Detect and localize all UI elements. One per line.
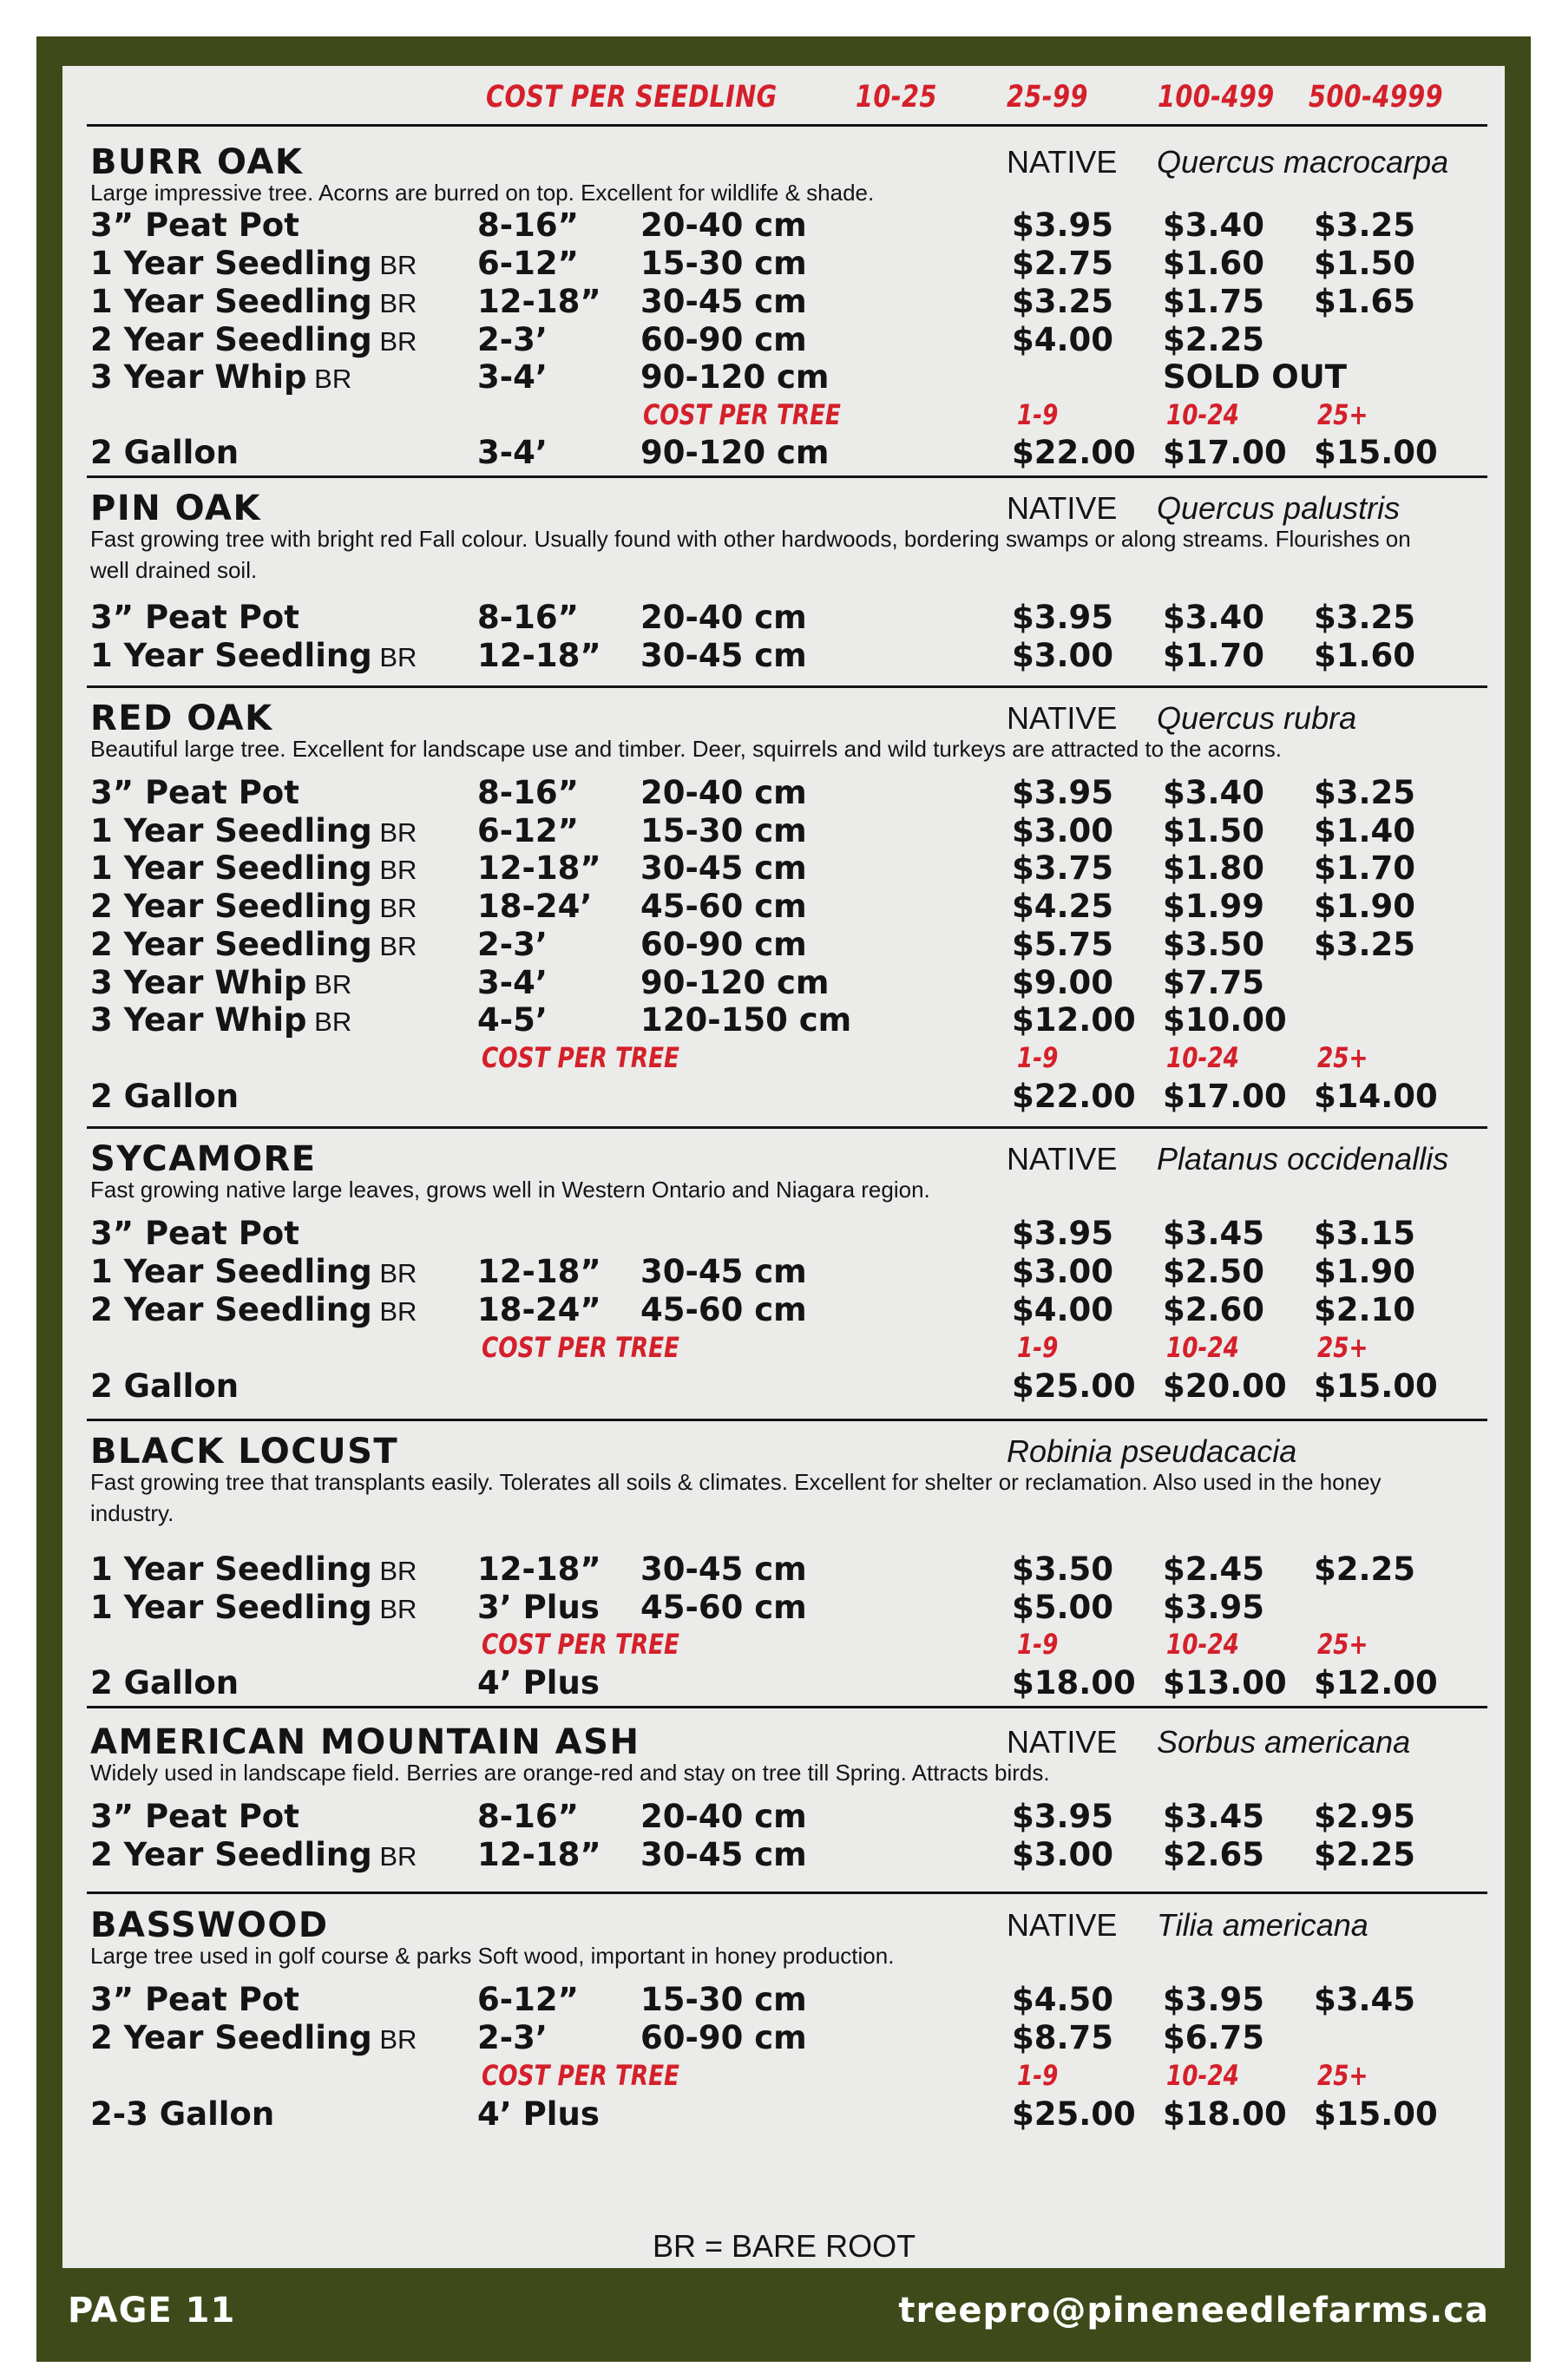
- price: $2.25: [1163, 321, 1265, 358]
- price: $1.75: [1163, 283, 1265, 320]
- native-label: NATIVE: [1007, 1907, 1118, 1943]
- page-number: PAGE 11: [68, 2291, 236, 2331]
- product-name: 2 Gallon: [90, 1367, 240, 1405]
- latin-name: Platanus occidenallis: [1157, 1141, 1449, 1177]
- price: $7.75: [1163, 964, 1265, 1001]
- product-name: 3” Peat Pot: [90, 774, 299, 811]
- size-inches: 12-18”: [477, 1836, 601, 1873]
- size-inches: 4-5’: [477, 1001, 548, 1039]
- quantity-tier-label: 10-24: [1166, 1331, 1239, 1364]
- size-inches: 18-24’: [477, 888, 593, 925]
- price: $1.60: [1163, 245, 1265, 282]
- size-centimeters: 45-60 cm: [640, 1589, 807, 1626]
- cost-per-seedling-header: COST PER SEEDLING: [486, 80, 778, 115]
- quantity-tier-label: 1-9: [1017, 1331, 1059, 1364]
- cost-per-tree-label: COST PER TREE: [482, 1628, 679, 1661]
- bare-root-marker: BR: [371, 1841, 417, 1872]
- size-centimeters: 60-90 cm: [640, 926, 807, 963]
- product-name: 2 Year Seedling BR: [90, 1836, 417, 1873]
- price: $3.15: [1314, 1215, 1416, 1252]
- size-inches: 3-4’: [477, 964, 548, 1001]
- footer-email-link[interactable]: treepro@pineneedlefarms.ca: [898, 2291, 1489, 2331]
- size-inches: 12-18”: [477, 637, 601, 674]
- species-title: BASSWOOD: [90, 1905, 329, 1945]
- product-name: 3 Year Whip BR: [90, 358, 352, 396]
- size-inches: 3-4’: [477, 434, 548, 471]
- quantity-tier-label: 1-9: [1017, 398, 1059, 431]
- price: $18.00: [1012, 1664, 1136, 1701]
- price: $3.25: [1314, 774, 1416, 811]
- price: $22.00: [1012, 1078, 1136, 1115]
- native-label: NATIVE: [1007, 700, 1118, 736]
- price: $1.90: [1314, 888, 1416, 925]
- price: $3.00: [1012, 1836, 1114, 1873]
- price: $10.00: [1163, 1001, 1287, 1039]
- price: $1.50: [1314, 245, 1416, 282]
- cost-per-tree-label: COST PER TREE: [482, 2059, 679, 2092]
- quantity-tier-label: 1-9: [1017, 1041, 1059, 1074]
- species-title: PIN OAK: [90, 488, 261, 528]
- product-name: 3” Peat Pot: [90, 599, 299, 636]
- species-title: RED OAK: [90, 698, 273, 738]
- price: $6.75: [1163, 2019, 1265, 2056]
- product-name: 2 Year Seedling BR: [90, 321, 417, 358]
- section-divider: [87, 1419, 1487, 1421]
- species-title: AMERICAN MOUNTAIN ASH: [90, 1722, 640, 1762]
- price: $3.25: [1012, 283, 1114, 320]
- size-centimeters: 90-120 cm: [640, 434, 830, 471]
- price: $3.40: [1163, 774, 1265, 811]
- product-name: 2-3 Gallon: [90, 2095, 275, 2133]
- size-inches: 6-12”: [477, 812, 579, 849]
- bare-root-marker: BR: [371, 1556, 417, 1586]
- price: $3.50: [1012, 1551, 1114, 1588]
- section-divider: [87, 475, 1487, 478]
- size-centimeters: 90-120 cm: [640, 964, 830, 1001]
- quantity-tier-label: 25+: [1317, 1628, 1368, 1661]
- price: $14.00: [1314, 1078, 1438, 1115]
- bare-root-marker: BR: [371, 250, 417, 280]
- size-centimeters: 45-60 cm: [640, 888, 807, 925]
- quantity-tier-label: 25+: [1317, 398, 1368, 431]
- quantity-tier-label: 25+: [1317, 1041, 1368, 1074]
- latin-name: Quercus rubra: [1157, 700, 1357, 736]
- price: $25.00: [1012, 1367, 1136, 1405]
- species-title: BURR OAK: [90, 142, 304, 182]
- price: $15.00: [1314, 2095, 1438, 2133]
- product-name: 2 Year Seedling BR: [90, 888, 417, 925]
- size-centimeters: 30-45 cm: [640, 283, 807, 320]
- cost-per-tree-label: COST PER TREE: [482, 1041, 679, 1074]
- species-description: Fast growing tree with bright red Fall colour. Usually found with other hardwoods, bordering swamps or along streams. Flourishes on well drained soil.: [90, 526, 1411, 583]
- size-inches: 6-12”: [477, 1981, 579, 2018]
- product-name: 3” Peat Pot: [90, 1981, 299, 2018]
- price: $17.00: [1163, 434, 1287, 471]
- price: $1.40: [1314, 812, 1416, 849]
- price: $3.00: [1012, 637, 1114, 674]
- size-centimeters: 30-45 cm: [640, 1551, 807, 1588]
- status-sold-out: SOLD OUT: [1163, 358, 1348, 396]
- price: $3.95: [1012, 774, 1114, 811]
- price: $17.00: [1163, 1078, 1287, 1115]
- size-centimeters: 20-40 cm: [640, 599, 807, 636]
- price: $3.40: [1163, 207, 1265, 244]
- price: $1.70: [1163, 637, 1265, 674]
- native-label: NATIVE: [1007, 144, 1118, 180]
- species-description: Widely used in landscape field. Berries are orange-red and stay on tree till Spring. Attracts birds.: [90, 1760, 1050, 1786]
- size-inches: 3-4’: [477, 358, 548, 396]
- price: $1.80: [1163, 849, 1265, 887]
- native-label: NATIVE: [1007, 490, 1118, 526]
- product-name: 1 Year Seedling BR: [90, 1551, 417, 1588]
- size-centimeters: 20-40 cm: [640, 1798, 807, 1835]
- cost-per-tree-label: COST PER TREE: [482, 1331, 679, 1364]
- tier-header-2: 25-99: [1007, 80, 1088, 115]
- bare-root-marker: BR: [306, 1006, 352, 1037]
- size-centimeters: 15-30 cm: [640, 812, 807, 849]
- product-name: 3 Year Whip BR: [90, 964, 352, 1001]
- price: $3.45: [1314, 1981, 1416, 2018]
- product-name: 1 Year Seedling BR: [90, 1589, 417, 1626]
- bare-root-marker: BR: [371, 326, 417, 357]
- bare-root-marker: BR: [371, 931, 417, 961]
- price: $13.00: [1163, 1664, 1287, 1701]
- price: $1.70: [1314, 849, 1416, 887]
- product-name: 3 Year Whip BR: [90, 1001, 352, 1039]
- price: $5.00: [1012, 1589, 1114, 1626]
- price: $4.25: [1012, 888, 1114, 925]
- price: $3.00: [1012, 812, 1114, 849]
- price: $22.00: [1012, 434, 1136, 471]
- size-inches: 2-3’: [477, 926, 548, 963]
- size-inches: 8-16”: [477, 207, 579, 244]
- size-inches: 18-24”: [477, 1291, 601, 1328]
- product-name: 2 Gallon: [90, 434, 240, 471]
- size-inches: 8-16”: [477, 1798, 579, 1835]
- price: $3.45: [1163, 1798, 1265, 1835]
- bare-root-marker: BR: [371, 855, 417, 885]
- section-divider: [87, 1706, 1487, 1708]
- price: $2.25: [1314, 1551, 1416, 1588]
- species-title: BLACK LOCUST: [90, 1432, 399, 1472]
- quantity-tier-label: 10-24: [1166, 1041, 1239, 1074]
- size-centimeters: 60-90 cm: [640, 2019, 807, 2056]
- quantity-tier-label: 10-24: [1166, 1628, 1239, 1661]
- price: $20.00: [1163, 1367, 1287, 1405]
- size-centimeters: 15-30 cm: [640, 1981, 807, 2018]
- price: $3.95: [1012, 207, 1114, 244]
- price: $25.00: [1012, 2095, 1136, 2133]
- price: $2.95: [1314, 1798, 1416, 1835]
- size-inches: 4’ Plus: [477, 1664, 600, 1701]
- size-centimeters: 30-45 cm: [640, 849, 807, 887]
- price: $2.75: [1012, 245, 1114, 282]
- price: $4.50: [1012, 1981, 1114, 2018]
- species-title: SYCAMORE: [90, 1139, 317, 1179]
- quantity-tier-label: 1-9: [1017, 2059, 1059, 2092]
- price: $4.00: [1012, 1291, 1114, 1328]
- product-name: 2 Year Seedling BR: [90, 1291, 417, 1328]
- price: $3.95: [1012, 599, 1114, 636]
- size-inches: 12-18”: [477, 283, 601, 320]
- price: $15.00: [1314, 1367, 1438, 1405]
- product-name: 3” Peat Pot: [90, 1798, 299, 1835]
- price: $2.10: [1314, 1291, 1416, 1328]
- product-name: 1 Year Seedling BR: [90, 812, 417, 849]
- price: $3.25: [1314, 599, 1416, 636]
- size-centimeters: 120-150 cm: [640, 1001, 852, 1039]
- size-centimeters: 20-40 cm: [640, 774, 807, 811]
- section-divider: [87, 1892, 1487, 1894]
- quantity-tier-label: 1-9: [1017, 1628, 1059, 1661]
- species-description: Beautiful large tree. Excellent for landscape use and timber. Deer, squirrels and wild turkeys are attracted to the acorns.: [90, 736, 1282, 762]
- price: $9.00: [1012, 964, 1114, 1001]
- price: $3.25: [1314, 207, 1416, 244]
- latin-name: Quercus macrocarpa: [1157, 144, 1449, 180]
- size-inches: 8-16”: [477, 774, 579, 811]
- bare-root-marker: BR: [306, 364, 352, 394]
- price: $18.00: [1163, 2095, 1287, 2133]
- size-inches: 4’ Plus: [477, 2095, 600, 2133]
- price: $1.65: [1314, 283, 1416, 320]
- size-inches: 12-18”: [477, 1551, 601, 1588]
- price: $8.75: [1012, 2019, 1114, 2056]
- latin-name: Sorbus americana: [1157, 1724, 1411, 1760]
- price: $3.95: [1012, 1215, 1114, 1252]
- price: $4.00: [1012, 321, 1114, 358]
- size-inches: 2-3’: [477, 2019, 548, 2056]
- price: $2.50: [1163, 1253, 1265, 1290]
- size-centimeters: 30-45 cm: [640, 637, 807, 674]
- product-name: 3” Peat Pot: [90, 1215, 299, 1252]
- price: $2.25: [1314, 1836, 1416, 1873]
- tier-header-1: 10-25: [856, 80, 937, 115]
- bare-root-marker: BR: [371, 288, 417, 318]
- product-name: 1 Year Seedling BR: [90, 283, 417, 320]
- price: $1.60: [1314, 637, 1416, 674]
- size-inches: 12-18”: [477, 849, 601, 887]
- size-centimeters: 60-90 cm: [640, 321, 807, 358]
- price: $3.25: [1314, 926, 1416, 963]
- section-divider: [87, 124, 1487, 127]
- price: $3.45: [1163, 1215, 1265, 1252]
- size-inches: 8-16”: [477, 599, 579, 636]
- bare-root-marker: BR: [371, 893, 417, 923]
- price: $1.99: [1163, 888, 1265, 925]
- latin-name: Tilia americana: [1157, 1907, 1368, 1943]
- species-description: Fast growing native large leaves, grows well in Western Ontario and Niagara region.: [90, 1177, 930, 1203]
- price: $5.75: [1012, 926, 1114, 963]
- bare-root-marker: BR: [371, 1594, 417, 1624]
- species-description: Large tree used in golf course & parks Soft wood, important in honey production.: [90, 1943, 895, 1969]
- product-name: 2 Year Seedling BR: [90, 2019, 417, 2056]
- price: $1.90: [1314, 1253, 1416, 1290]
- bare-root-note: BR = BARE ROOT: [653, 2228, 916, 2264]
- size-centimeters: 30-45 cm: [640, 1253, 807, 1290]
- latin-name: Robinia pseudacacia: [1007, 1433, 1297, 1469]
- tier-header-3: 100-499: [1158, 80, 1275, 115]
- bare-root-marker: BR: [371, 642, 417, 672]
- size-centimeters: 20-40 cm: [640, 207, 807, 244]
- species-description: Large impressive tree. Acorns are burred on top. Excellent for wildlife & shade.: [90, 180, 875, 206]
- product-name: 2 Gallon: [90, 1664, 240, 1701]
- price: $1.50: [1163, 812, 1265, 849]
- price: $3.95: [1163, 1981, 1265, 2018]
- price: $3.75: [1012, 849, 1114, 887]
- section-divider: [87, 685, 1487, 688]
- product-name: 3” Peat Pot: [90, 207, 299, 244]
- price: $3.95: [1012, 1798, 1114, 1835]
- native-label: NATIVE: [1007, 1724, 1118, 1760]
- price: $3.00: [1012, 1253, 1114, 1290]
- size-inches: 2-3’: [477, 321, 548, 358]
- price: $3.50: [1163, 926, 1265, 963]
- price: $3.40: [1163, 599, 1265, 636]
- bare-root-marker: BR: [371, 817, 417, 848]
- quantity-tier-label: 10-24: [1166, 2059, 1239, 2092]
- bare-root-marker: BR: [306, 969, 352, 1000]
- size-inches: 3’ Plus: [477, 1589, 600, 1626]
- native-label: NATIVE: [1007, 1141, 1118, 1177]
- quantity-tier-label: 10-24: [1166, 398, 1239, 431]
- quantity-tier-label: 25+: [1317, 2059, 1368, 2092]
- product-name: 1 Year Seedling BR: [90, 849, 417, 887]
- size-centimeters: 15-30 cm: [640, 245, 807, 282]
- cost-per-tree-label: COST PER TREE: [643, 398, 841, 431]
- product-name: 1 Year Seedling BR: [90, 245, 417, 282]
- price: $2.45: [1163, 1551, 1265, 1588]
- tier-header-4: 500-4999: [1309, 80, 1443, 115]
- price: $2.60: [1163, 1291, 1265, 1328]
- product-name: 1 Year Seedling BR: [90, 1253, 417, 1290]
- price: $12.00: [1012, 1001, 1136, 1039]
- bare-root-marker: BR: [371, 2024, 417, 2055]
- product-name: 2 Gallon: [90, 1078, 240, 1115]
- price: $2.65: [1163, 1836, 1265, 1873]
- size-centimeters: 30-45 cm: [640, 1836, 807, 1873]
- species-description: Fast growing tree that transplants easily. Tolerates all soils & climates. Excellent for shelter or reclamation. Also used in the honey industry.: [90, 1469, 1382, 1526]
- section-divider: [87, 1126, 1487, 1129]
- price: $12.00: [1314, 1664, 1438, 1701]
- bare-root-marker: BR: [371, 1258, 417, 1288]
- price: $3.95: [1163, 1589, 1265, 1626]
- price: $15.00: [1314, 434, 1438, 471]
- product-name: 2 Year Seedling BR: [90, 926, 417, 963]
- size-inches: 12-18”: [477, 1253, 601, 1290]
- product-name: 1 Year Seedling BR: [90, 637, 417, 674]
- size-centimeters: 90-120 cm: [640, 358, 830, 396]
- bare-root-marker: BR: [371, 1296, 417, 1327]
- quantity-tier-label: 25+: [1317, 1331, 1368, 1364]
- size-inches: 6-12”: [477, 245, 579, 282]
- latin-name: Quercus palustris: [1157, 490, 1401, 526]
- size-centimeters: 45-60 cm: [640, 1291, 807, 1328]
